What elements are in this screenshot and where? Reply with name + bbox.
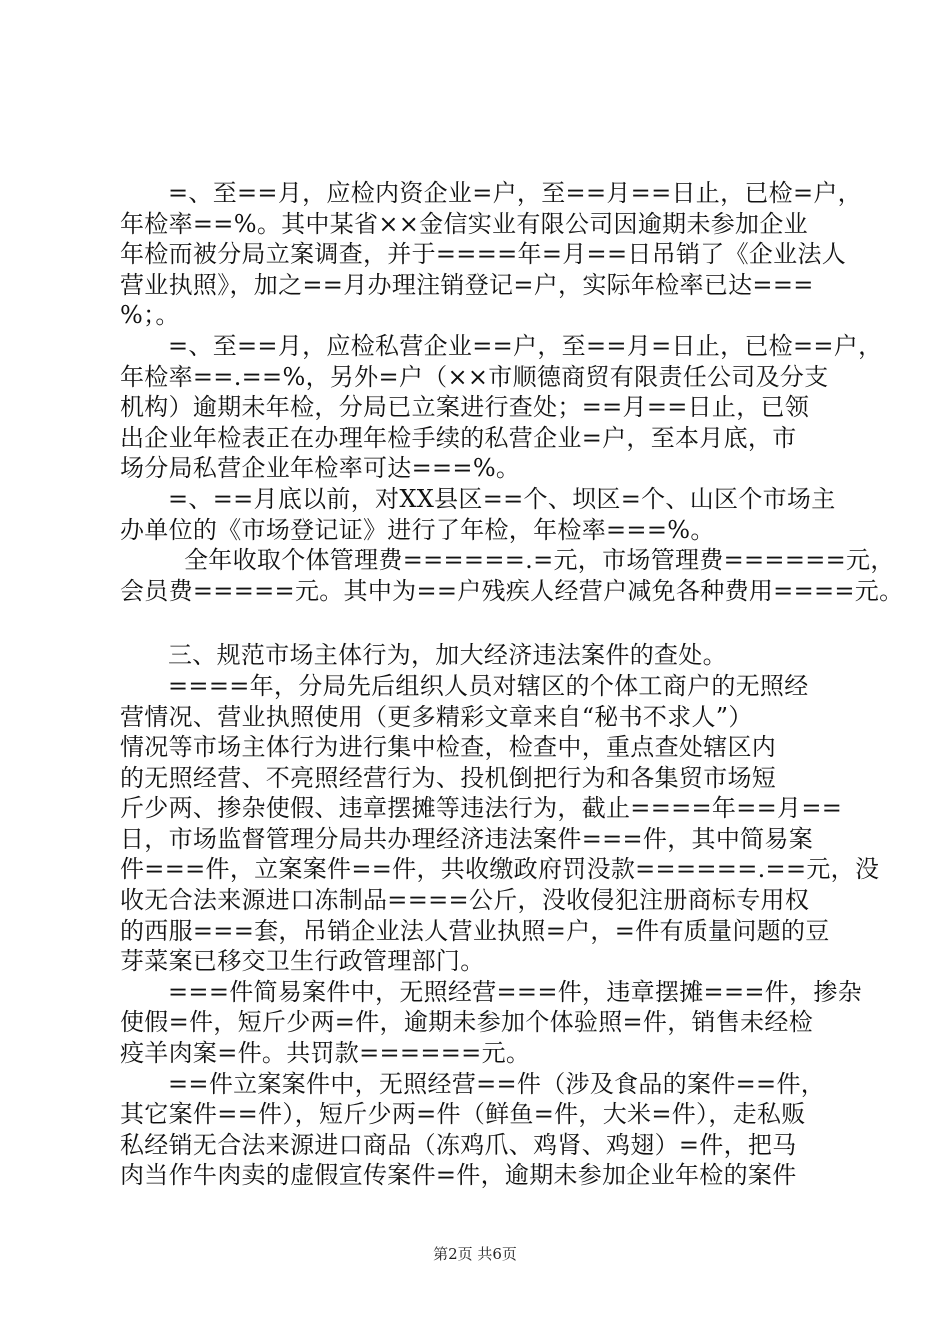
text-line: 营业执照》，加之==月办理注销登记=户，实际年检率已达=== xyxy=(120,270,814,299)
text-line: 年检率==%。其中某省××金信实业有限公司因逾期未参加企业 xyxy=(120,209,808,238)
text-line: =、至==月，应检内资企业=户，至==月==日止，已检=户， xyxy=(168,179,862,207)
text-line: 营情况、营业执照使用（更多精彩文章来自“秘书不求人”） xyxy=(120,702,753,731)
text-line: 收无合法来源进口冻制品====公斤，没收侵犯注册商标专用权 xyxy=(120,886,810,915)
page-number-footer: 第2页 共6页 xyxy=(433,1245,517,1263)
text-line: 场分局私营企业年检率可达===%。 xyxy=(120,454,521,483)
text-line: 办单位的《市场登记证》进行了年检，年检率===%。 xyxy=(120,515,715,544)
text-line: 的西服===套，吊销企业法人营业执照=户，=件有质量问题的豆 xyxy=(120,916,830,945)
text-line: 年检而被分局立案调查，并于====年=月==日吊销了《企业法人 xyxy=(120,240,847,269)
text-line: 情况等市场主体行为进行集中检查，检查中，重点查处辖区内 xyxy=(120,733,777,762)
text-line: 私经销无合法来源进口商品（冻鸡爪、鸡肾、鸡翅）=件，把马 xyxy=(120,1130,797,1159)
text-line: 会员费=====元。其中为==户残疾人经营户减免各种费用====元。 xyxy=(120,576,904,605)
text-line: ==件立案案件中，无照经营==件（涉及食品的案件==件， xyxy=(168,1069,826,1098)
text-line: =、至==月，应检私营企业==户，至==月=日止，已检==户， xyxy=(168,331,883,360)
text-line: 斤少两、掺杂使假、违章摆摊等违法行为，截止====年==月== xyxy=(120,794,843,823)
text-line: 疫羊肉案=件。共罚款======元。 xyxy=(120,1039,531,1068)
text-line: ====年，分局先后组织人员对辖区的个体工商户的无照经 xyxy=(168,671,809,700)
text-line: ===件简易案件中，无照经营===件，违章摆摊===件，掺杂 xyxy=(168,977,862,1006)
text-line: 出企业年检表正在办理年检手续的私营企业=户，至本月底，市 xyxy=(120,423,797,452)
text-line: 芽菜案已移交卫生行政管理部门。 xyxy=(120,947,485,976)
text-line: 全年收取个体管理费======.=元，市场管理费======元， xyxy=(184,546,895,575)
text-line: =、==月底以前，对XX县区==个、坝区=个、山区个市场主 xyxy=(168,484,836,513)
text-line: 使假=件，短斤少两=件，逾期未参加个体验照=件，销售未经检 xyxy=(120,1008,814,1037)
text-line: 日，市场监督管理分局共办理经济违法案件===件，其中简易案 xyxy=(120,824,814,853)
text-line: 的无照经营、不亮照经营行为、投机倒把行为和各集贸市场短 xyxy=(120,763,777,792)
text-line: 年检率==.==%，另外=户（××市顺德商贸有限责任公司及分支 xyxy=(120,362,829,391)
text-line: %；。 xyxy=(120,301,180,330)
text-line: 机构）逾期未年检，分局已立案进行查处；==月==日止，已领 xyxy=(120,393,810,422)
text-line: 肉当作牛肉卖的虚假宣传案件=件，逾期未参加企业年检的案件 xyxy=(120,1161,797,1190)
document-body xyxy=(120,178,904,1191)
section-heading: 三、规范市场主体行为，加大经济违法案件的查处。 xyxy=(168,641,727,670)
text-line: 件===件，立案案件==件，共收缴政府罚没款======.==元，没 xyxy=(120,855,880,884)
paragraph-gap xyxy=(120,606,840,640)
text-line: 其它案件==件），短斤少两=件（鲜鱼=件，大米=件），走私贩 xyxy=(120,1100,806,1129)
